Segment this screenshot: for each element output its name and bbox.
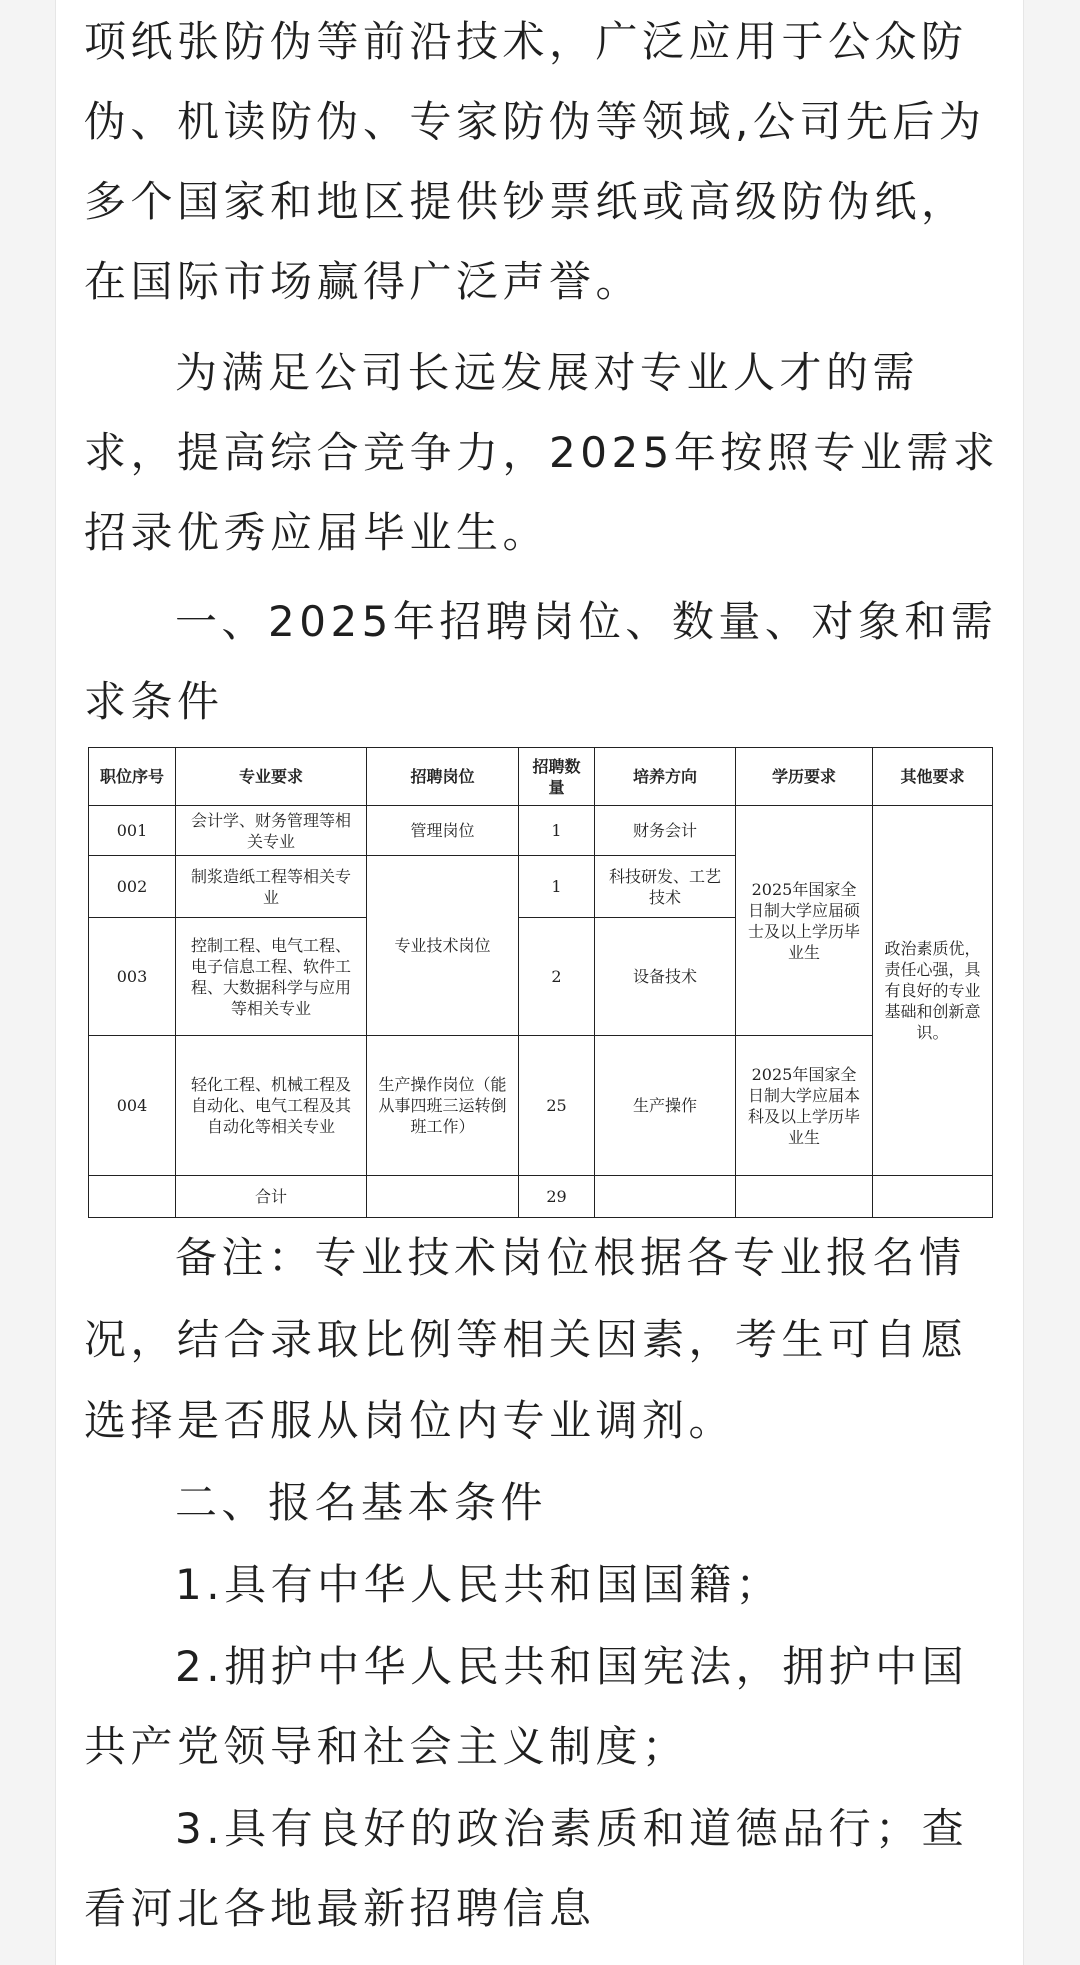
cell-id: 002 — [89, 856, 176, 918]
section-heading: 一、2025年招聘岗位、数量、对象和需 — [175, 597, 998, 646]
note-line: 况，结合录取比例等相关因素，考生可自愿 — [84, 1315, 968, 1364]
cell-id: 004 — [89, 1036, 176, 1176]
condition-item: 1.具有中华人民共和国国籍； — [175, 1560, 783, 1609]
cell-direction: 设备技术 — [595, 918, 736, 1036]
cell-major: 会计学、财务管理等相关专业 — [176, 806, 367, 856]
cell-count: 25 — [519, 1036, 595, 1176]
cell-other-requirements: 政治素质优，责任心强，具有良好的专业基础和创新意识。 — [873, 806, 993, 1176]
cell-empty — [736, 1176, 873, 1218]
condition-item-cont: 共产党领导和社会主义制度； — [84, 1722, 689, 1771]
cell-post: 生产操作岗位（能从事四班三运转倒班工作） — [367, 1036, 519, 1176]
cell-count: 2 — [519, 918, 595, 1036]
condition-item: 2.拥护中华人民共和国宪法，拥护中国 — [175, 1642, 969, 1691]
cell-empty — [873, 1176, 993, 1218]
recruitment-table — [88, 747, 993, 1218]
cell-direction: 科技研发、工艺技术 — [595, 856, 736, 918]
cell-empty — [367, 1176, 519, 1218]
note-line: 选择是否服从岗位内专业调剂。 — [84, 1396, 736, 1445]
note-line: 备注：专业技术岗位根据各专业报名情 — [175, 1233, 966, 1282]
col-header-post: 招聘岗位 — [367, 748, 519, 806]
col-header-major: 专业要求 — [176, 748, 367, 806]
col-header-id: 职位序号 — [89, 748, 176, 806]
text-line: 求，提高综合竞争力，2025年按照专业需求 — [84, 428, 1000, 477]
text-line: 多个国家和地区提供钞票纸或高级防伪纸， — [84, 177, 968, 226]
cell-count: 1 — [519, 856, 595, 918]
text-line: 伪、机读防伪、专家防伪等领域,公司先后为 — [84, 97, 986, 146]
cell-direction: 生产操作 — [595, 1036, 736, 1176]
cell-education-master: 2025年国家全日制大学应届硕士及以上学历毕业生 — [736, 806, 873, 1036]
text-line: 为满足公司长远发展对专业人才的需 — [175, 348, 920, 397]
condition-item-cont: 看河北各地最新招聘信息 — [84, 1884, 596, 1933]
cell-education-bachelor: 2025年国家全日制大学应届本科及以上学历毕业生 — [736, 1036, 873, 1176]
col-header-other: 其他要求 — [873, 748, 993, 806]
cell-major: 控制工程、电气工程、电子信息工程、软件工程、大数据科学与应用等相关专业 — [176, 918, 367, 1036]
cell-id: 003 — [89, 918, 176, 1036]
cell-total-label: 合计 — [176, 1176, 367, 1218]
col-header-education: 学历要求 — [736, 748, 873, 806]
cell-count: 1 — [519, 806, 595, 856]
col-header-direction: 培养方向 — [595, 748, 736, 806]
section-heading-cont: 求条件 — [84, 677, 224, 726]
text-line: 项纸张防伪等前沿技术，广泛应用于公众防 — [84, 17, 968, 66]
cell-post-tech: 专业技术岗位 — [367, 856, 519, 1036]
table-header-row — [89, 748, 993, 806]
cell-major: 制浆造纸工程等相关专业 — [176, 856, 367, 918]
cell-empty — [89, 1176, 176, 1218]
condition-item: 3.具有良好的政治素质和道德品行；查 — [175, 1804, 969, 1853]
text-line: 招录优秀应届毕业生。 — [84, 508, 550, 557]
section-heading: 二、报名基本条件 — [175, 1478, 548, 1527]
cell-direction: 财务会计 — [595, 806, 736, 856]
cell-major: 轻化工程、机械工程及自动化、电气工程及其自动化等相关专业 — [176, 1036, 367, 1176]
cell-post: 管理岗位 — [367, 806, 519, 856]
table-row — [89, 806, 993, 856]
col-header-count: 招聘数量 — [519, 748, 595, 806]
table-row — [89, 1036, 993, 1176]
cell-empty — [595, 1176, 736, 1218]
text-line: 在国际市场赢得广泛声誉。 — [84, 257, 643, 306]
table-total-row — [89, 1176, 993, 1218]
cell-id: 001 — [89, 806, 176, 856]
cell-total-count: 29 — [519, 1176, 595, 1218]
